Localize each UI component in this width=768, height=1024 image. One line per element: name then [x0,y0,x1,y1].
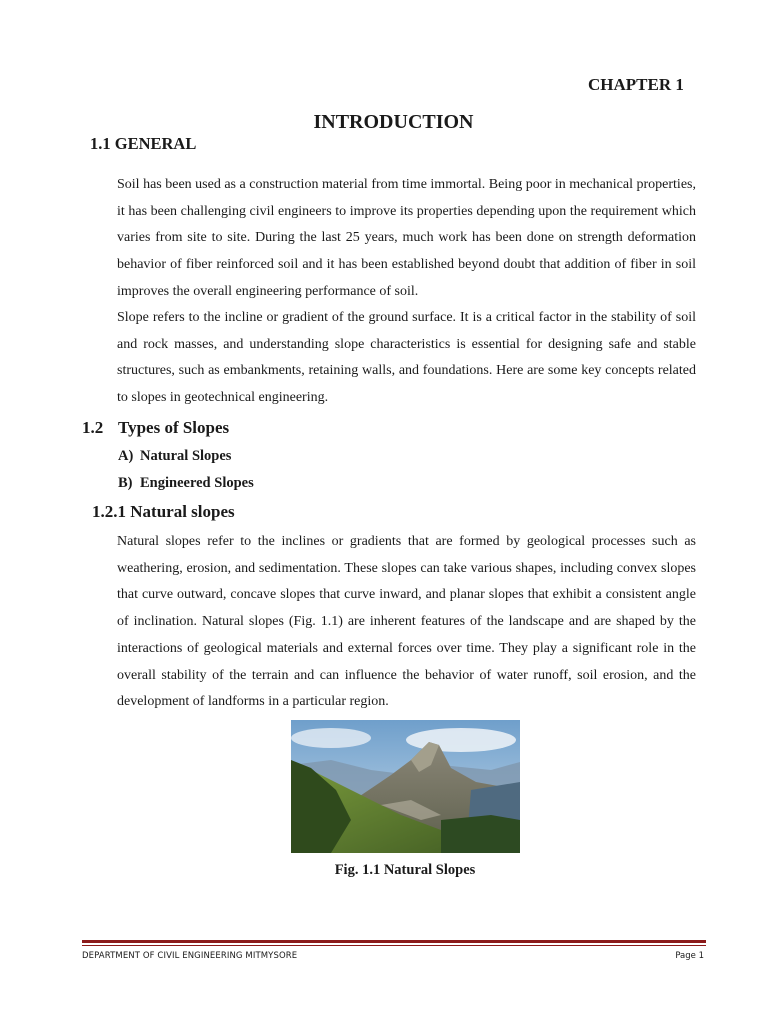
list-item-label: A) [118,448,134,464]
footer-divider [82,940,706,943]
list-item-text: Engineered Slopes [140,475,254,491]
list-item [118,475,254,492]
natural-slopes-photo [291,720,520,853]
section-heading-general: 1.1 GENERAL [90,134,197,153]
list-item-text: Natural Slopes [140,448,232,464]
footer-divider-thin [82,945,706,946]
figure-caption: Fig. 1.1 Natural Slopes [334,862,476,878]
section-number: 1.2 [82,418,104,437]
page-title: INTRODUCTION [313,111,474,133]
natural-slopes-paragraph: Natural slopes refer to the inclines or gradients that are formed by geological processes such as weathering, erosion, and sedimentation. These slopes can take various shapes, including convex slopes that curve outward, concave slopes that curve inward, and planar slopes that exhibit a consistent angle of inclination. Natural slopes (Fig. 1.1) are inherent features of the landscape and are shaped by the interactions of geological materials and external forces over time. They play a significant role in the overall stability of the terrain and can influence the behavior of water runoff, soil erosion, and the development of landforms in a particular region. [117,534,696,710]
list-item [118,448,231,465]
chapter-label: CHAPTER 1 [588,75,684,94]
section-title: Types of Slopes [118,418,230,437]
footer-department: DEPARTMENT OF CIVIL ENGINEERING MITMYSORE [82,951,298,961]
list-item-label: B) [118,475,133,491]
section-heading-types [82,418,229,438]
section-heading-natural-slopes: 1.2.1 Natural slopes [92,502,235,521]
general-paragraph-2: Slope refers to the incline or gradient of the ground surface. It is a critical factor in the stability of soil and rock masses, and understanding slope characteristics is essential for designing safe and stable structures, such as embankments, retaining walls, and foundations. Here are some key concepts related to slopes in geotechnical engineering. [117,310,696,406]
general-paragraph-1: Soil has been used as a construction material from time immortal. Being poor in mechanical properties, it has been challenging civil engineers to improve its properties depending upon the requirement which varies from site to site. During the last 25 years, much work has been done on strength deformation behavior of fiber reinforced soil and it has been established beyond doubt that addition of fiber in soil improves the overall engineering performance of soil. [117,177,696,299]
footer-page-number: Page 1 [675,951,704,961]
